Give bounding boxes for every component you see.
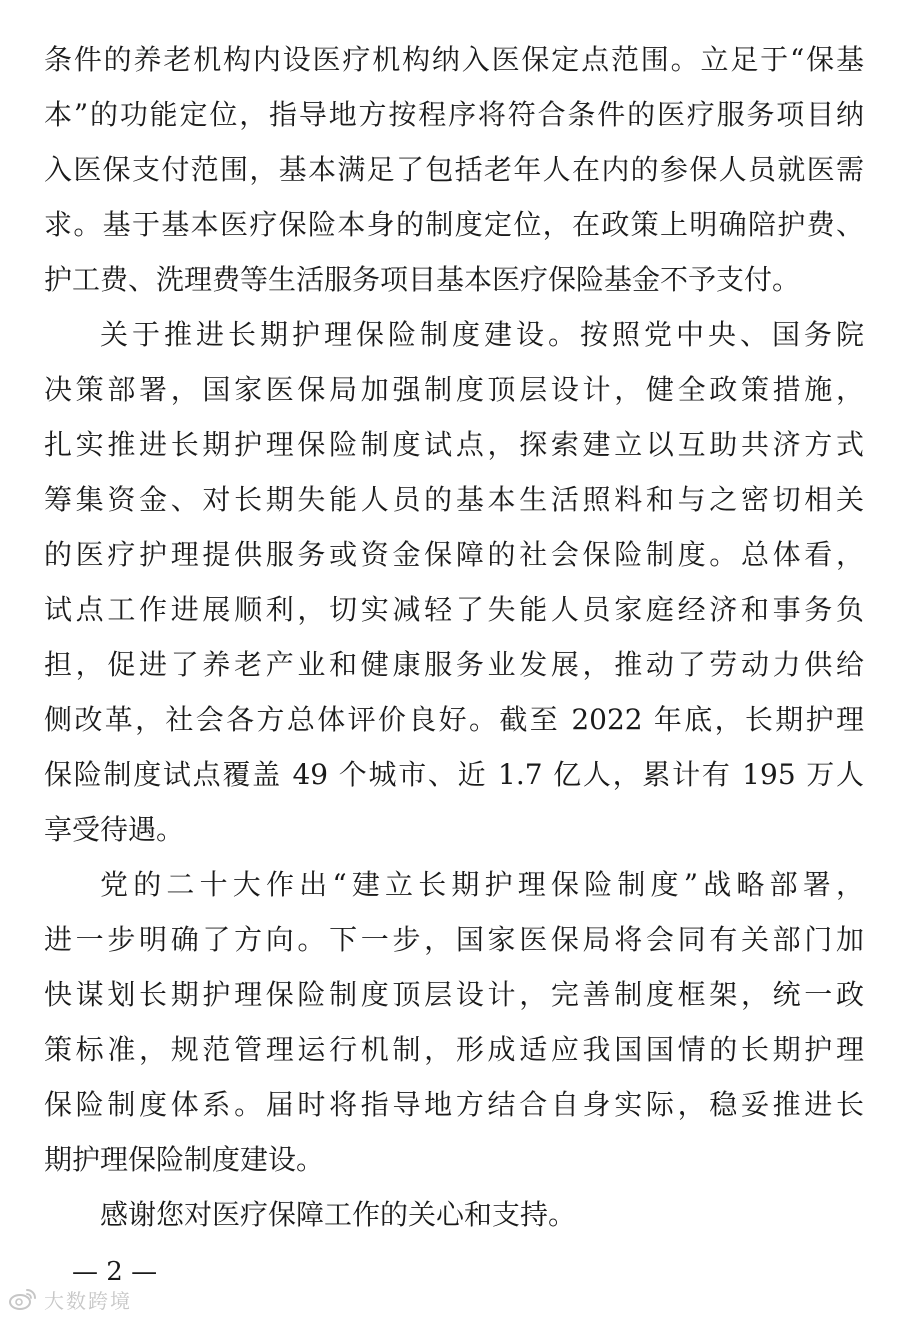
paragraph-3-line-2: 进一步明确了方向。下一步，国家医保局将会同有关部门加 (44, 923, 864, 956)
page-number: — 2 — (72, 1257, 158, 1287)
watermark-text: 大数跨境 (44, 1288, 132, 1313)
paragraph-1-line-2: 本”的功能定位，指导地方按程序将符合条件的医疗服务项目纳 (44, 98, 864, 131)
paragraph-1-line-5: 护工费、洗理费等生活服务项目基本医疗保险基金不予支付。 (44, 263, 801, 296)
paragraph-2-line-10: 享受待遇。 (44, 813, 185, 846)
paragraph-2-line-7: 担，促进了养老产业和健康服务业发展，推动了劳动力供给 (44, 648, 864, 681)
paragraph-2-line-4: 筹集资金、对长期失能人员的基本生活照料和与之密切相关 (44, 483, 864, 516)
paragraph-1-line-1: 条件的养老机构内设医疗机构纳入医保定点范围。立足于“保基 (44, 43, 864, 76)
paragraph-3-line-6: 期护理保险制度建设。 (44, 1143, 325, 1176)
paragraph-3-line-5: 保险制度体系。届时将指导地方结合自身实际，稳妥推进长 (44, 1088, 864, 1121)
paragraph-2-line-1: 关于推进长期护理保险制度建设。按照党中央、国务院 (100, 318, 864, 351)
paragraph-1-line-3: 入医保支付范围，基本满足了包括老年人在内的参保人员就医需 (44, 153, 864, 186)
paragraph-3-line-1: 党的二十大作出“建立长期护理保险制度”战略部署， (100, 868, 864, 901)
paragraph-2-line-6: 试点工作进展顺利，切实减轻了失能人员家庭经济和事务负 (44, 593, 864, 626)
paragraph-2-line-3: 扎实推进长期护理保险制度试点，探索建立以互助共济方式 (44, 428, 864, 461)
paragraph-3-line-3: 快谋划长期护理保险制度顶层设计，完善制度框架，统一政 (44, 978, 864, 1011)
paragraph-2-line-2: 决策部署，国家医保局加强制度顶层设计，健全政策措施， (44, 373, 864, 406)
paragraph-4-line-1: 感谢您对医疗保障工作的关心和支持。 (100, 1198, 577, 1231)
paragraph-2-line-9: 保险制度试点覆盖 49 个城市、近 1.7 亿人，累计有 195 万人 (44, 758, 864, 791)
paragraph-1-line-4: 求。基于基本医疗保险本身的制度定位，在政策上明确陪护费、 (44, 208, 864, 241)
paragraph-3-line-4: 策标准，规范管理运行机制，形成适应我国国情的长期护理 (44, 1033, 864, 1066)
weibo-logo-icon (8, 1286, 38, 1312)
paragraph-2-line-8: 侧改革，社会各方总体评价良好。截至 2022 年底，长期护理 (44, 703, 864, 736)
paragraph-2-line-5: 的医疗护理提供服务或资金保障的社会保险制度。总体看， (44, 538, 864, 571)
watermark (8, 1284, 132, 1314)
